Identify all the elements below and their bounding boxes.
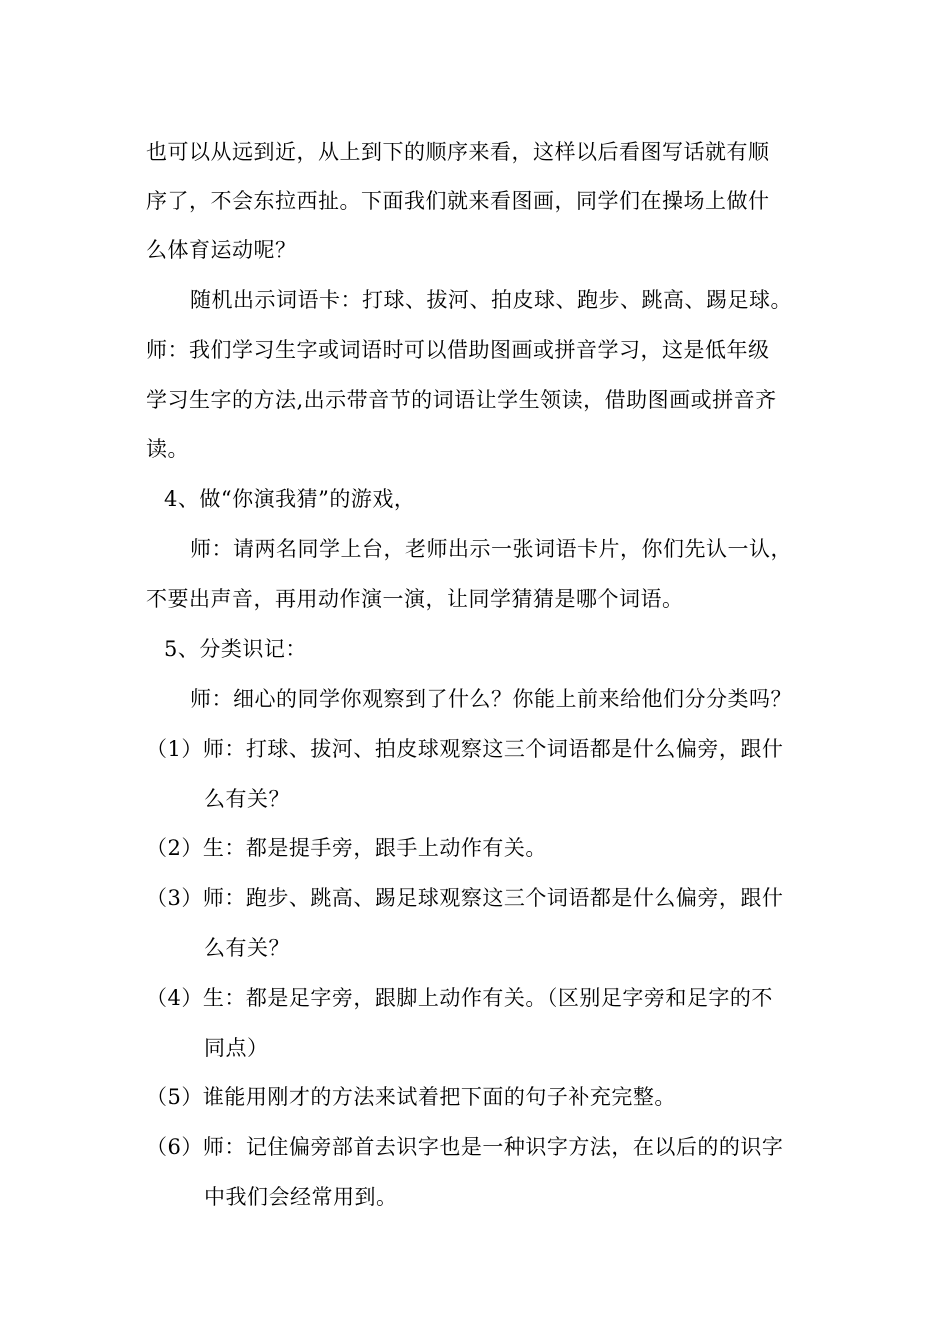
paragraph-line-4: 随机出示词语卡：打球、拔河、拍皮球、跑步、跳高、踢足球。 [190, 288, 792, 312]
paragraph-line-7: 读。 [146, 437, 189, 461]
list-item-1: （1）师：打球、拔河、拍皮球观察这三个词语都是什么偏旁，跟什 [146, 737, 784, 761]
list-item-3: （3）师：跑步、跳高、踢足球观察这三个词语都是什么偏旁，跟什 [146, 886, 784, 910]
list-item-1-cont: 么有关？ [204, 787, 290, 811]
list-item-5: （5）谁能用刚才的方法来试着把下面的句子补充完整。 [146, 1085, 676, 1109]
section-heading-5: 5、分类识记： [164, 637, 307, 661]
paragraph-line-6: 学习生字的方法,出示带音节的词语让学生领读，借助图画或拼音齐 [146, 388, 777, 412]
list-item-4-cont: 同点） [204, 1036, 269, 1060]
list-item-3-cont: 么有关？ [204, 936, 290, 960]
paragraph-line-3: 么体育运动呢？ [146, 238, 297, 262]
list-item-4: （4）生：都是足字旁，跟脚上动作有关。（区别足字旁和足字的不 [146, 986, 773, 1010]
paragraph-line-12: 师：细心的同学你观察到了什么？你能上前来给他们分分类吗？ [190, 687, 792, 711]
list-item-2: （2）生：都是提手旁，跟手上动作有关。 [146, 836, 547, 860]
list-item-6: （6）师：记住偏旁部首去识字也是一种识字方法，在以后的的识字 [146, 1135, 784, 1159]
section-heading-4: 4、做“你演我猜”的游戏， [164, 487, 416, 511]
paragraph-line-2: 序了，不会东拉西扯。下面我们就来看图画，同学们在操场上做什 [146, 189, 770, 213]
paragraph-line-5: 师：我们学习生字或词语时可以借助图画或拼音学习，这是低年级 [146, 338, 770, 362]
list-item-6-cont: 中我们会经常用到。 [204, 1185, 398, 1209]
paragraph-line-10: 不要出声音，再用动作演一演，让同学猜猜是哪个词语。 [146, 587, 684, 611]
paragraph-line-9: 师：请两名同学上台，老师出示一张词语卡片，你们先认一认， [190, 537, 792, 561]
paragraph-line-1: 也可以从远到近，从上到下的顺序来看，这样以后看图写话就有顺 [146, 140, 770, 164]
